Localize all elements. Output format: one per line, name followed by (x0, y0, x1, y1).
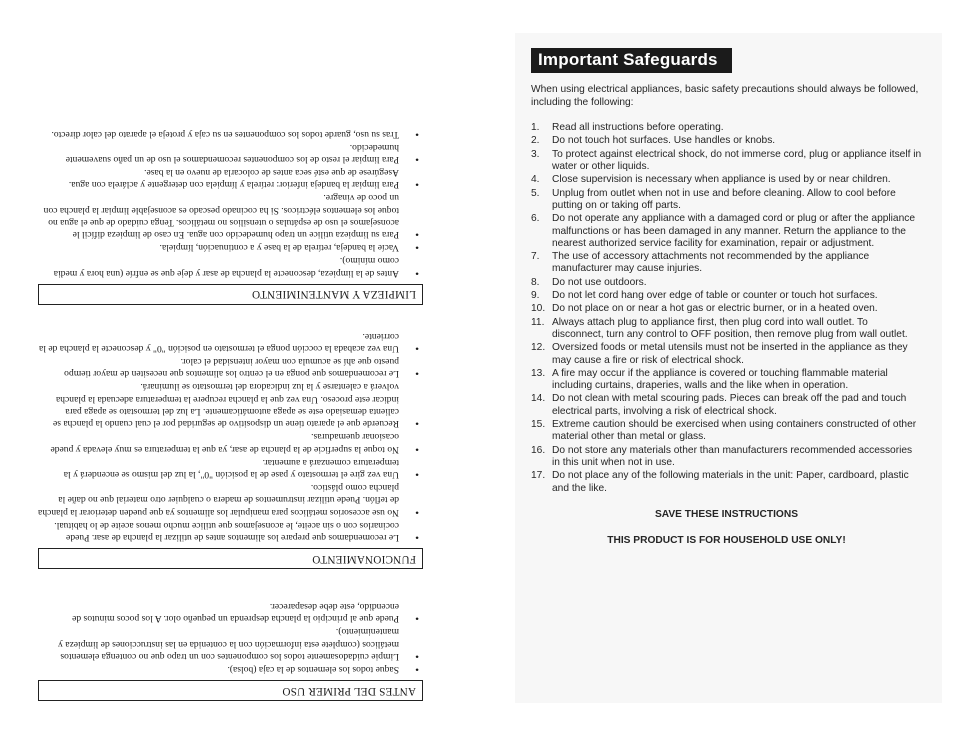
list-item: • Recuerde que el aparato tiene un dispositivo de seguridad por el cual cuando la plancha se calienta demasiado este se apaga automáticamente. La luz del termostato se apaga para indicar este proceso. Una vez que la plancha recupere la temperatura adecuada la plancha volverá a calentarse y la luz indicadora del termostato se iluminará. (52, 381, 419, 430)
english-page (515, 33, 942, 703)
bullet-icon: • (415, 178, 419, 191)
section-title-limpieza: LIMPIEZA Y MANTENIMIENTO (38, 284, 423, 305)
list-item: • No toque la superficie de la plancha de asar, ya que la temperatura es muy elevada y puede ocasionar quemaduras. (50, 431, 419, 455)
list-item: 9. Do not let cord hang over edge of table or counter or touch hot surfaces. (531, 290, 878, 302)
bullet-icon: • (415, 266, 419, 279)
list-item: 8. Do not use outdoors. (531, 276, 647, 288)
list-item: • Para su limpieza utilice un trapo humedecido con agua. En caso de limpieza difícil le aconsejamos el uso de espátulas o utensilios no metálicos. Tenga cuidado de que el agua no toque los elementos eléctricos. Si ha cocinado pescado es aconsejable limpiar la plancha con un poco de vinagre. (43, 192, 419, 241)
list-item: 10. Do not place on or near a hot gas or electric burner, or in a heated oven. (531, 303, 878, 315)
list-limpieza (38, 127, 423, 278)
bullet-icon: • (415, 531, 419, 544)
section-title-antes: ANTES DEL PRIMER USO (38, 680, 423, 701)
bullet-icon: • (415, 650, 419, 663)
bullet-icon: • (415, 468, 419, 481)
list-item: • No use accesorios metálicos para manipular los alimentos ya que pueden deteriorar la plancha de teflón. Puede utilizar instrumentos de madera o cualquier otro material que no dañe la plancha como plástico. (38, 481, 419, 518)
bullet-icon: • (415, 505, 419, 518)
list-item: 15. Extreme caution should be exercised when using containers constructed of other material other than metal or glass. (531, 419, 917, 443)
list-item: 3. To protect against electrical shock, do not immerse cord, plug or appliance itself in water or other liquids. (531, 148, 922, 173)
bullet-icon: • (415, 228, 419, 241)
list-item: 13. A fire may occur if the appliance is covered or touching flammable material including curtains, draperies, walls and the like when in operation. (531, 367, 888, 392)
bullet-icon: • (415, 127, 419, 140)
list-funcionamiento (38, 329, 423, 543)
list-antes (38, 600, 423, 675)
list-item: • Le recomendamos que prepare los alimentos antes de utilizar la plancha de asar. Puede cocinarlos con o sin aceite, le aconsejamos que utilice mucho menos aceite de lo habitual. (54, 519, 419, 544)
intro-text: When using electrical appliances, basic safety precautions should always be followed, including the following: (531, 84, 919, 108)
list-item: • Una vez acabada la cocción ponga el termostato en posición "0" y desconecte la plancha de la corriente. (39, 330, 419, 354)
list-item: • Limpie cuidadosamente todos los componentes con un trapo que no contenga elementos metálicos (complete esta información con la contenida en las instrucciones de limpieza y mantenimiento). (58, 626, 419, 663)
list-item: 14. Do not clean with metal scouring pads. Pieces can break off the pad and touch electrical parts, involving a risk of electrical shock. (531, 393, 907, 417)
list-item: 7. The use of accessory attachments not recommended by the appliance manufacturer may cause injuries. (531, 251, 870, 275)
list-item: 5. Unplug from outlet when not in use and before cleaning. Allow to cool before putting on or taking off parts. (531, 187, 896, 211)
list-item: • Le recomendamos que ponga en el centro los alimentos que necesiten de mayor tiempo puesto que ahí se acumula con mayor intensidad el calor. (64, 355, 419, 380)
list-item: • Una vez gire el termostato y pase de la posición "0", la luz del mismo se encenderá y la temperatura comenzará a aumentar. (63, 456, 419, 481)
list-item: • Vacíe la bandeja, retírela de la base y a continuación, límpiela. (159, 241, 419, 254)
safeguards-list (531, 122, 922, 495)
household-notice: THIS PRODUCT IS FOR HOUSEHOLD USE ONLY! (607, 534, 846, 546)
list-item: 17. Do not place any of the following materials in the unit: Paper, cardboard, plastic and the like. (531, 470, 909, 494)
list-item: • Para limpiar el resto de los componentes recomendamos el uso de un paño suavemente humedecido. (65, 141, 419, 165)
section-title-funcionamiento: FUNCIONAMIENTO (38, 548, 423, 569)
page-title: Important Safeguards (531, 48, 732, 73)
bullet-icon: • (415, 241, 419, 254)
list-item: • Saque todos los elementos de la caja (bolsa). (227, 663, 419, 675)
bullet-icon: • (415, 612, 419, 625)
bullet-icon: • (415, 367, 419, 380)
list-item: • Para limpiar la bandeja inferior: retírela y límpiela con detergente y aclárela con agua. Asegúrese de que esté seca antes de colocarla de nuevo en la base. (68, 166, 419, 191)
bullet-icon: • (415, 153, 419, 165)
bullet-icon: • (415, 341, 419, 354)
bullet-icon: • (415, 442, 419, 455)
list-item: 1. Read all instructions before operating. (531, 122, 724, 134)
list-item: 12. Oversized foods or metal utensils must not be inserted in the appliance as they may cause a fire or risk of electrical shock. (531, 342, 908, 366)
list-item: 6. Do not operate any appliance with a damaged cord or plug or after the appliance malfunctions or has been damaged in any manner. Return the appliance to the nearest authorized service facility for examination, repair or adjustment. (531, 213, 916, 249)
list-item: 16. Do not store any materials other than manufacturers recommended accessories in this unit when not in use. (531, 444, 913, 468)
list-item: 11. Always attach plug to appliance first, then plug cord into wall outlet. To disconnect, turn any control to OFF position, then remove plug from wall outlet. (531, 316, 908, 340)
list-item: • Puede que al principio la plancha desprenda un pequeño olor. A los pocos minutos de encendido, este debe desaparecer. (72, 600, 419, 625)
save-instructions: SAVE THESE INSTRUCTIONS (654, 508, 799, 520)
bullet-icon: • (415, 417, 419, 430)
list-item: 4. Close supervision is necessary when appliance is used by or near children. (531, 174, 891, 186)
bullet-icon: • (415, 663, 419, 675)
list-item: • Tras su uso, guarde todos los componentes en su caja y proteja el aparato del calor directo. (51, 127, 419, 140)
list-item: • Antes de la limpieza, desconecte la plancha de asar y deje que se enfríe (una hora y media como mínimo). (53, 255, 419, 279)
list-item: 2. Do not touch hot surfaces. Use handles or knobs. (531, 135, 776, 147)
